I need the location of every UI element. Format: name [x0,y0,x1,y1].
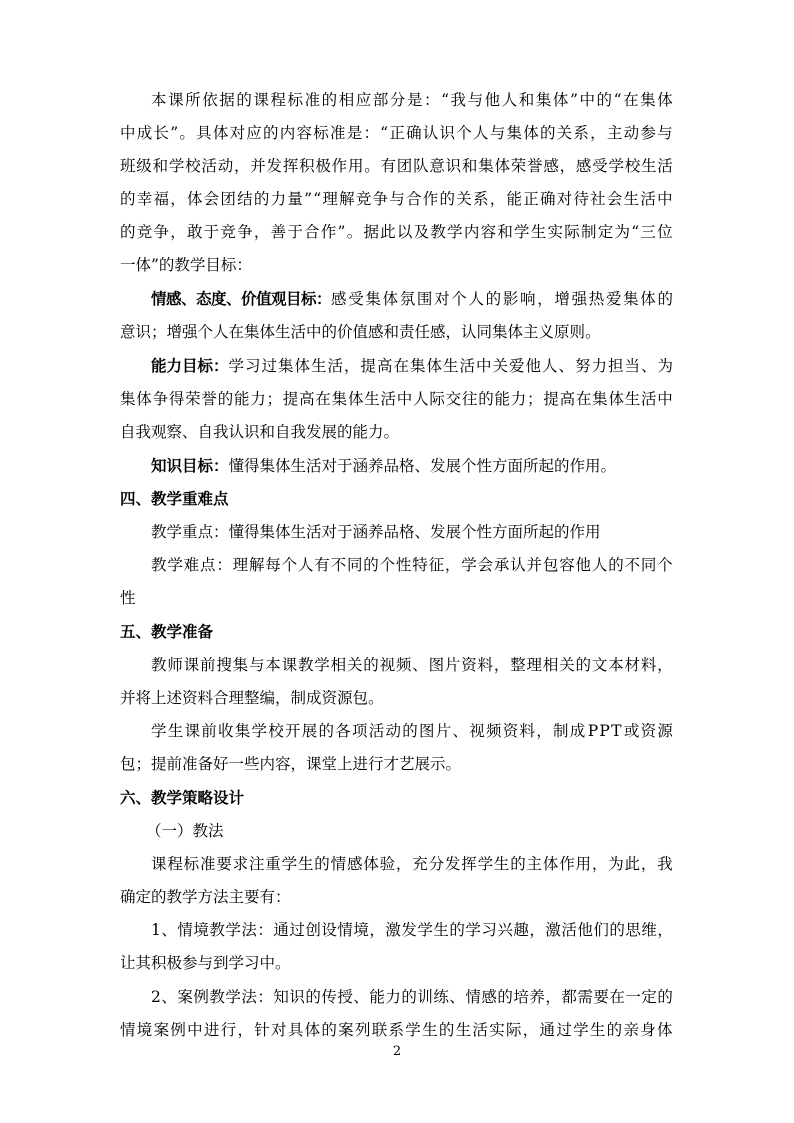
section4-difficult-point-1: 教 学 难 点 ： 理 解 每 个 人 有 不 同 的 个 性 特 征 ， 学 会 承 认 并 包 容 他 人 的 不 同 个 [151,556,673,574]
section4-key-point: 教学重点：懂得集体生活对于涵养品格、发展个性方面所起的作用 [151,523,601,541]
p3-label: 能力目标： [151,356,229,375]
p3-line-1 [151,356,673,376]
section5-student-1: 学 生 课 前 收 集 学 校 开 展 的 各 项 活 动 的 图 片 、 视 频 资 料 ， 制 成 P P T 或 资 源 [151,722,673,740]
section6-intro-1: 课 程 标 准 要 求 注 重 学 生 的 情 感 体 验 ， 充 分 发 挥 学 生 的 主 体 作 用 ， 为 此 ， 我 [151,855,673,873]
p4-text-1: 懂得集体生活对于涵养品格、发展个性方面所起的作用。 [228,457,617,475]
p2-line-1 [151,289,673,309]
section4-difficult-point-2: 性 [120,589,136,607]
section6-method2-2: 情 境 案 例 中 进 行 ， 针 对 具 体 的 案 列 联 系 学 生 的 生 活 实 际 ， 通 过 学 生 的 亲 身 体 [120,1021,673,1039]
section5-teacher-1: 教 师 课 前 搜 集 与 本 课 教 学 相 关 的 视 频 、 图 片 资 料 ， 整 理 相 关 的 文 本 材 料 ， [151,656,673,674]
page-number: 2 [392,1044,402,1059]
section6-method1-2: 让其积极参与到学习中。 [120,954,291,972]
section6-intro-2: 确定的教学方法主要有： [120,888,291,906]
p1-line-6: 一体”的教学目标： [120,256,252,274]
section6-subheading: （一）教法 [146,822,224,840]
p2-line-2: 意识；增强个人在集体生活中的价值感和责任感，认同集体主义原则。 [120,323,601,341]
p3-line-3: 自我观察、自我认识和自我发展的能力。 [120,423,400,441]
p2-label: 情感、态度、价值观目标： [151,289,332,308]
p4-label: 知识目标： [151,456,229,475]
p3-line-2: 集 体 争 得 荣 誉 的 能 力 ； 提 高 在 集 体 生 活 中 人 际 交 往 的 能 力 ； 提 高 在 集 体 生 活 中 [120,390,673,408]
p1-line-5: 的 竞 争 ， 敢 于 竞 争 ， 善 于 合 作 ” 。 据 此 以 及 教 学 内 容 和 学 生 实 际 制 定 为 “ 三 位 [120,223,673,241]
section6-method1-1: 1 、 情 境 教 学 法 ： 通 过 创 设 情 境 ， 激 发 学 生 的 学 习 兴 趣 ， 激 活 他 们 的 思 维 ， [151,921,673,939]
section5-heading: 五、教学准备 [120,622,214,641]
section6-heading: 六、教学策略设计 [120,788,245,807]
section5-student-2: 包；提前准备好一些内容，课堂上进行才艺展示。 [120,755,462,773]
p1-line-3: 班 级 和 学 校 活 动 ， 并 发 挥 积 极 作 用 。 有 团 队 意 识 和 集 体 荣 誉 感 ， 感 受 学 校 生 活 [120,157,673,175]
p2-text-1: 感受集体氛围对个人的影响，增强热爱集体的 [331,290,673,308]
p1-line-2: 中 成 长 ” 。 具 体 对 应 的 内 容 标 准 是 ： “ 正 确 认 识 个 人 与 集 体 的 关 系 ， 主 动 参 与 [120,124,673,142]
p1-line-1: 本 课 所 依 据 的 课 程 标 准 的 相 应 部 分 是 ： “ 我 与 他 人 和 集 体 ” 中 的 “ 在 集 体 [151,91,673,109]
p1-line-4: 的 幸 福 ， 体 会 团 结 的 力 量 ” “ 理 解 竞 争 与 合 作 的 关 系 ， 能 正 确 对 待 社 会 生 活 中 [120,190,673,208]
section6-method2-1: 2 、 案 例 教 学 法 ： 知 识 的 传 授 、 能 力 的 训 练 、 情 感 的 培 养 ， 都 需 要 在 一 定 的 [151,988,673,1006]
p3-text-1: 学习过集体生活，提高在集体生活中关爱他人、努力担当、为 [228,357,673,375]
section4-heading: 四、教学重难点 [120,489,229,508]
section5-teacher-2: 并将上述资料合理整编，制成资源包。 [120,689,384,707]
p4-line-1 [151,456,616,476]
